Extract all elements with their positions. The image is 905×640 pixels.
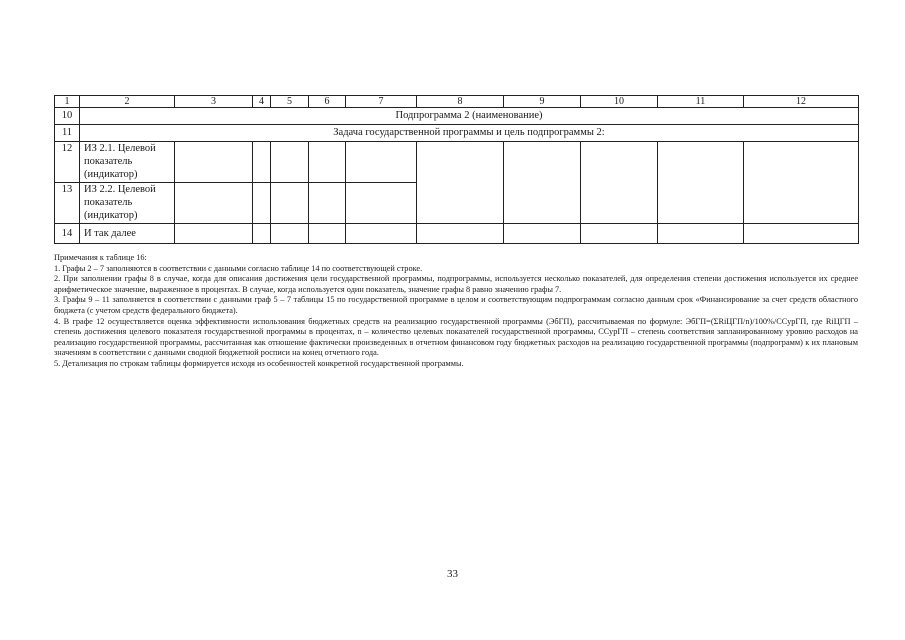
row-number: 11 <box>55 125 80 142</box>
table-cell <box>253 224 271 244</box>
table-cell <box>175 142 253 183</box>
column-number: 3 <box>175 96 253 108</box>
merged-cell <box>581 142 658 224</box>
column-number: 10 <box>581 96 658 108</box>
column-number: 12 <box>744 96 859 108</box>
note-5: 5. Детализация по строкам таблицы формируется исходя из особенностей конкретной государственной программы. <box>54 358 464 368</box>
table-notes <box>54 253 858 370</box>
indicator-label: ИЗ 2.2. Целевой показатель (индикатор) <box>80 183 175 224</box>
column-number: 9 <box>504 96 581 108</box>
note-4: 4. В графе 12 осуществляется оценка эффективности использования бюджетных средств на реализацию государственной программы (ЭбГП), рассчитываемая по формуле: ЭбГП=(ΣRiЦГП/n)/100%/ССурГП, где RiЦГП – степень достижения целевого показателя государственной программы в процентах, n – количество целевых показателей государственной программы, ССурГП – степень соответствия запланированному уровню расходов на реализацию государственной программы, рассчитанная как отношение фактически произведенных в отчетном финансовом году бюджетных расходов на реализацию государственной программы (подпрограмм) к их плановым значениям в соответствии с данными сводной бюджетной росписи на конец отчетного года. <box>54 316 858 358</box>
page-number: 33 <box>447 568 458 580</box>
table-cell <box>744 224 859 244</box>
row-number: 14 <box>55 224 80 244</box>
merged-cell <box>744 142 859 224</box>
etc-label: И так далее <box>80 224 175 244</box>
table-cell <box>346 183 417 224</box>
results-table <box>54 95 859 244</box>
column-number-row <box>55 96 859 108</box>
column-number: 11 <box>658 96 744 108</box>
note-2: 2. При заполнении графы 8 в случае, когда для описания достижения цели государственной программы, подпрограммы, используется несколько показателей, для определения степени достижения используется их среднее арифметическое значение, выраженное в процентах. В случае, когда используется один показатель, значение графы 8 равно значению графы 7. <box>54 274 858 294</box>
table-cell <box>346 142 417 183</box>
column-number: 5 <box>271 96 309 108</box>
table-cell <box>309 142 346 183</box>
row-number: 13 <box>55 183 80 224</box>
row-number: 10 <box>55 108 80 125</box>
merged-cell <box>658 142 744 224</box>
merged-cell <box>504 142 581 224</box>
column-number: 4 <box>253 96 271 108</box>
etc-row <box>55 224 859 244</box>
table-cell <box>581 224 658 244</box>
indicator-row <box>55 142 859 183</box>
task-title: Задача государственной программы и цель подпрограммы 2: <box>80 125 859 142</box>
table-cell <box>271 142 309 183</box>
row-number: 12 <box>55 142 80 183</box>
table-cell <box>253 183 271 224</box>
table-cell <box>346 224 417 244</box>
subprogram-title: Подпрограмма 2 (наименование) <box>80 108 859 125</box>
table-cell <box>504 224 581 244</box>
indicator-label: ИЗ 2.1. Целевой показатель (индикатор) <box>80 142 175 183</box>
table-cell <box>175 224 253 244</box>
table-cell <box>175 183 253 224</box>
note-1: 1. Графы 2 – 7 заполняются в соответствии с данными согласно таблице 14 по соответствующей строке. <box>54 263 423 273</box>
merged-cell <box>417 142 504 224</box>
notes-heading: Примечания к таблице 16: <box>54 253 147 262</box>
task-row <box>55 125 859 142</box>
column-number: 1 <box>55 96 80 108</box>
column-number: 6 <box>309 96 346 108</box>
table-cell <box>253 142 271 183</box>
subprogram-row <box>55 108 859 125</box>
column-number: 8 <box>417 96 504 108</box>
column-number: 7 <box>346 96 417 108</box>
note-3: 3. Графы 9 – 11 заполняется в соответствии с данными граф 5 – 7 таблицы 15 по государственной программе в целом и соответствующим подпрограммам согласно данным срок «Финансирование за счет средств областного бюджета (с учетом средств федерального бюджета). <box>54 295 858 315</box>
table-cell <box>309 224 346 244</box>
table-cell <box>417 224 504 244</box>
table-cell <box>309 183 346 224</box>
table-cell <box>658 224 744 244</box>
table-cell <box>271 224 309 244</box>
table-cell <box>271 183 309 224</box>
column-number: 2 <box>80 96 175 108</box>
